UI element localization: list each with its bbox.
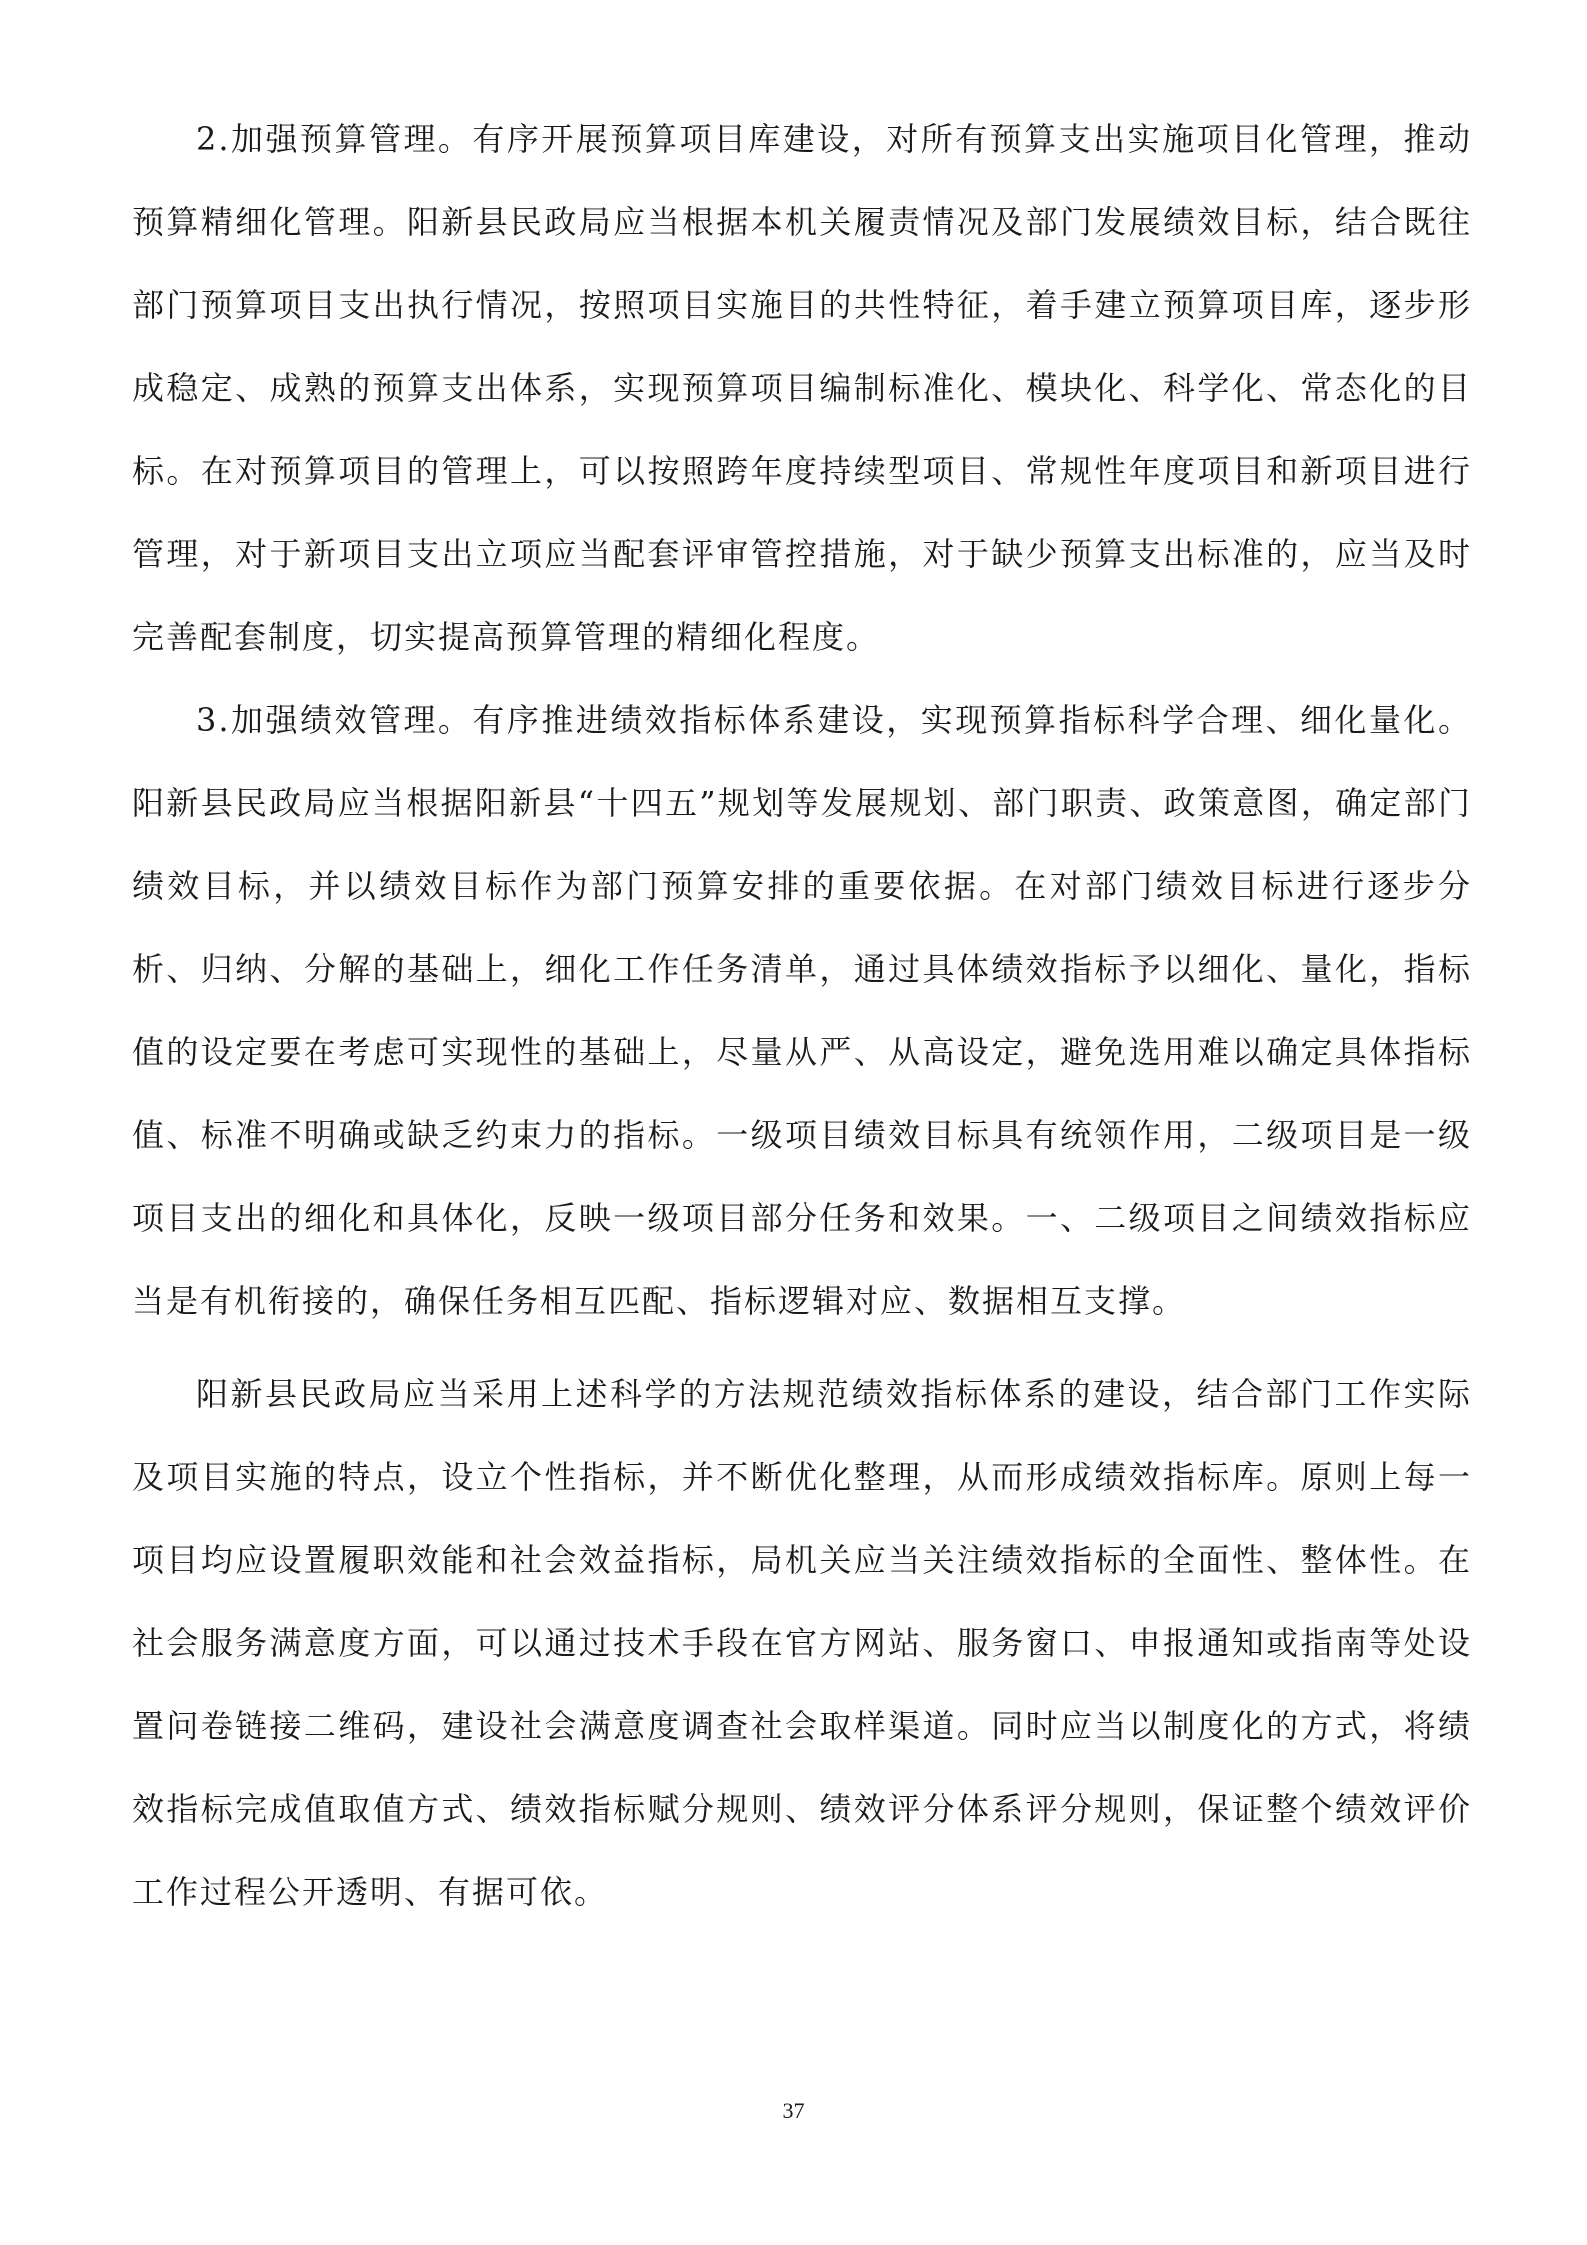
page-number: 37 xyxy=(782,2098,805,2123)
document-body xyxy=(132,98,1472,1934)
paragraph-indicator-system: 阳新县民政局应当采用上述科学的方法规范绩效指标体系的建设，结合部门工作实际及项目实施的特点，设立个性指标，并不断优化整理，从而形成绩效指标库。原则上每一项目均应设置履职效能和社会效益指标，局机关应当关注绩效指标的全面性、整体性。在社会服务满意度方面，可以通过技术手段在官方网站、服务窗口、申报通知或指南等处设置问卷链接二维码，建设社会满意度调查社会取样渠道。同时应当以制度化的方式，将绩效指标完成值取值方式、绩效指标赋分规则、绩效评分体系评分规则，保证整个绩效评价工作过程公开透明、有据可依。 xyxy=(132,1375,1472,1911)
paragraph-performance-management: 3.加强绩效管理。有序推进绩效指标体系建设，实现预算指标科学合理、细化量化。阳新县民政局应当根据阳新县“十四五”规划等发展规划、部门职责、政策意图，确定部门绩效目标，并以绩效目标作为部门预算安排的重要依据。在对部门绩效目标进行逐步分析、归纳、分解的基础上，细化工作任务清单，通过具体绩效指标予以细化、量化，指标值的设定要在考虑可实现性的基础上，尽量从严、从高设定，避免选用难以确定具体指标值、标准不明确或缺乏约束力的指标。一级项目绩效目标具有统领作用，二级项目是一级项目支出的细化和具体化，反映一级项目部分任务和效果。一、二级项目之间绩效指标应当是有机衔接的，确保任务相互匹配、指标逻辑对应、数据相互支撑。 xyxy=(132,701,1472,1320)
paragraph-budget-management: 2.加强预算管理。有序开展预算项目库建设，对所有预算支出实施项目化管理，推动预算精细化管理。阳新县民政局应当根据本机关履责情况及部门发展绩效目标，结合既往部门预算项目支出执行情况，按照项目实施目的共性特征，着手建立预算项目库，逐步形成稳定、成熟的预算支出体系，实现预算项目编制标准化、模块化、科学化、常态化的目标。在对预算项目的管理上，可以按照跨年度持续型项目、常规性年度项目和新项目进行管理，对于新项目支出立项应当配套评审管控措施，对于缺少预算支出标准的，应当及时完善配套制度，切实提高预算管理的精细化程度。 xyxy=(132,120,1472,656)
